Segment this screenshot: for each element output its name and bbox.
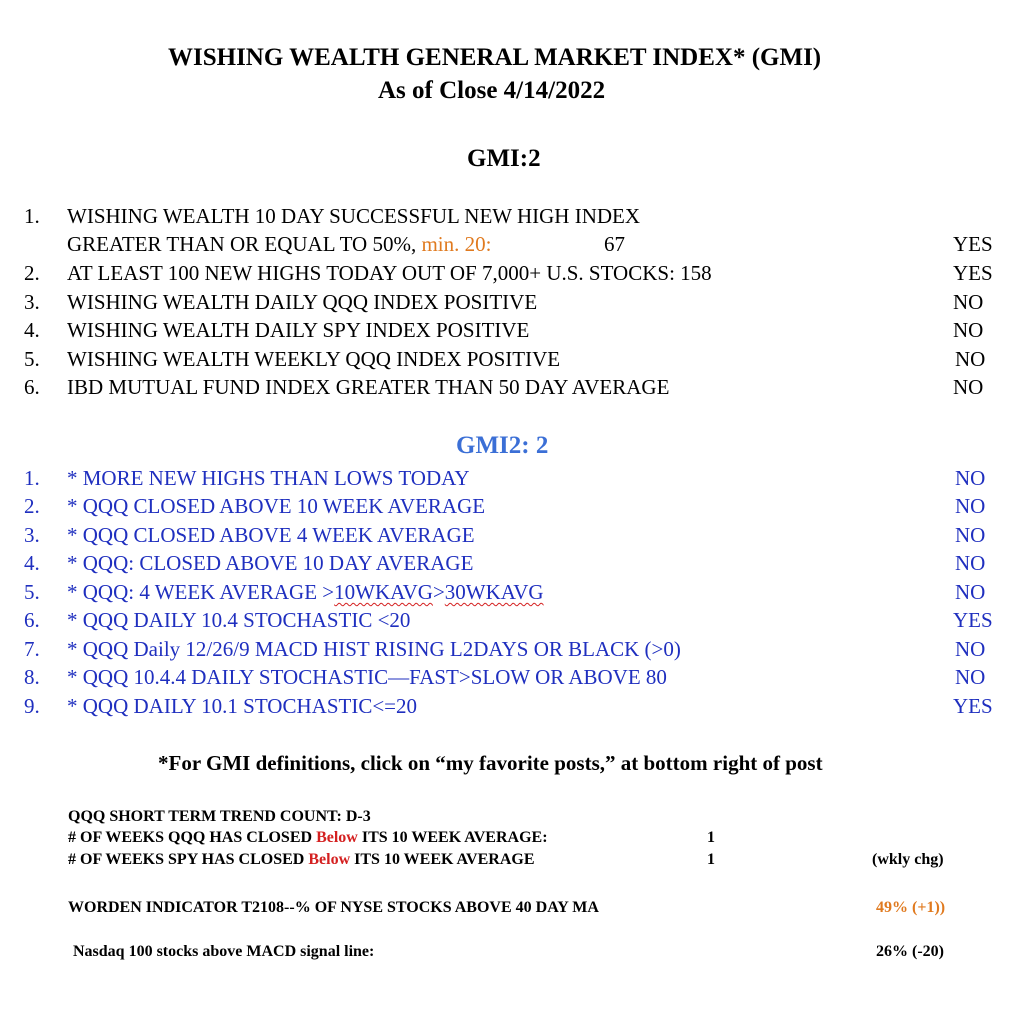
gmi2-item-7-text: * QQQ Daily 12/26/9 MACD HIST RISING L2DAYS OR BLACK (>0)	[67, 637, 681, 661]
gmi2-item-8-num: 8.	[24, 665, 40, 689]
gmi2-item-5-line	[67, 580, 544, 605]
gmi2-item-4-value: NO	[955, 551, 986, 575]
gmi-item-3-num: 3.	[24, 290, 40, 314]
qqq-below-word: Below	[316, 829, 358, 846]
gmi2-item-9-value: YES	[953, 694, 993, 718]
gmi2-item-6-value: YES	[953, 608, 993, 632]
gmi-item-2-text: AT LEAST 100 NEW HIGHS TODAY OUT OF 7,000+ U.S. STOCKS: 158	[67, 261, 712, 285]
gmi-item-1-text: WISHING WEALTH 10 DAY SUCCESSFUL NEW HIGH INDEX	[67, 204, 641, 228]
report-date: As of Close 4/14/2022	[378, 77, 606, 104]
gmi2-item-5-num: 5.	[24, 580, 40, 604]
worden-t2108-value: 49% (+1))	[876, 899, 946, 916]
gmi2-item-2-text: * QQQ CLOSED ABOVE 10 WEEK AVERAGE	[67, 494, 486, 518]
gmi2-item-3-value: NO	[955, 523, 986, 547]
gmi2-item-7-value: NO	[955, 637, 986, 661]
nasdaq-macd-value: 26% (-20)	[876, 943, 944, 960]
spy-weeks-value: 1	[707, 851, 715, 868]
gmi2-item-8-text: * QQQ 10.4.4 DAILY STOCHASTIC—FAST>SLOW OR ABOVE 80	[67, 665, 667, 689]
gmi-item-3-value: NO	[953, 290, 984, 314]
qqq-trend-count: QQQ SHORT TERM TREND COUNT: D-3	[68, 808, 371, 825]
gmi-item-6-value: NO	[953, 375, 984, 399]
qqq-weeks-value: 1	[707, 829, 715, 846]
spy-weeks-suffix: ITS 10 WEEK AVERAGE	[350, 851, 535, 868]
gmi-item-2-num: 2.	[24, 261, 40, 285]
gmi-item-4-num: 4.	[24, 318, 40, 342]
gmi2-item-5-sep: >	[432, 580, 445, 604]
gmi2-item-3-num: 3.	[24, 523, 40, 547]
spy-below-word: Below	[308, 851, 351, 868]
gmi2-item-9-text: * QQQ DAILY 10.1 STOCHASTIC<=20	[67, 694, 418, 718]
gmi-item-6-text: IBD MUTUAL FUND INDEX GREATER THAN 50 DAY AVERAGE	[67, 375, 670, 399]
gmi-definitions-note: *For GMI definitions, click on “my favorite posts,” at bottom right of post	[158, 751, 823, 775]
gmi2-item-4-num: 4.	[24, 551, 40, 575]
gmi2-item-8-value: NO	[955, 665, 986, 689]
gmi2-item-9-num: 9.	[24, 694, 40, 718]
gmi-item-6-num: 6.	[24, 375, 40, 399]
gmi-item-1-count: 67	[604, 232, 625, 256]
gmi-item-1-value: YES	[953, 232, 993, 256]
gmi2-item-2-value: NO	[955, 494, 986, 518]
spy-weeks-below	[68, 851, 535, 869]
report-title: WISHING WEALTH GENERAL MARKET INDEX* (GMI)	[168, 44, 822, 71]
gmi2-item-6-num: 6.	[24, 608, 40, 632]
qqq-weeks-suffix: ITS 10 WEEK AVERAGE:	[357, 829, 548, 846]
gmi-item-1-num: 1.	[24, 204, 40, 228]
gmi2-item-5-value: NO	[955, 580, 986, 604]
gmi-item-5-text: WISHING WEALTH WEEKLY QQQ INDEX POSITIVE	[67, 347, 561, 371]
gmi2-item-1-value: NO	[955, 466, 986, 490]
gmi2-item-5-10wkavg: 10WKAVG	[334, 580, 433, 604]
worden-t2108-label: WORDEN INDICATOR T2108--% OF NYSE STOCKS ABOVE 40 DAY MA	[68, 899, 599, 916]
gmi2-item-2-num: 2.	[24, 494, 40, 518]
gmi-item-1-criteria: GREATER THAN OR EQUAL TO 50%,	[67, 232, 417, 256]
gmi-item-1-line2	[67, 232, 491, 257]
gmi-item-1-min: min. 20:	[421, 232, 492, 256]
gmi-item-4-text: WISHING WEALTH DAILY SPY INDEX POSITIVE	[67, 318, 530, 342]
spy-weeks-prefix: # OF WEEKS SPY HAS CLOSED	[68, 851, 309, 868]
qqq-weeks-below	[68, 829, 548, 847]
gmi-item-2-value: YES	[953, 261, 993, 285]
nasdaq-macd-label: Nasdaq 100 stocks above MACD signal line:	[73, 943, 375, 960]
gmi2-item-6-text: * QQQ DAILY 10.4 STOCHASTIC <20	[67, 608, 411, 632]
gmi2-item-7-num: 7.	[24, 637, 40, 661]
gmi2-item-5-30wkavg: 30WKAVG	[444, 580, 544, 604]
gmi-item-4-value: NO	[953, 318, 984, 342]
gmi2-item-1-num: 1.	[24, 466, 40, 490]
gmi-heading: GMI:2	[467, 145, 541, 172]
gmi-item-3-text: WISHING WEALTH DAILY QQQ INDEX POSITIVE	[67, 290, 538, 314]
gmi2-item-1-text: * MORE NEW HIGHS THAN LOWS TODAY	[67, 466, 470, 490]
gmi2-item-3-text: * QQQ CLOSED ABOVE 4 WEEK AVERAGE	[67, 523, 475, 547]
gmi2-item-5-text: * QQQ: 4 WEEK AVERAGE >	[67, 580, 335, 604]
gmi-item-5-value: NO	[955, 347, 986, 371]
gmi2-heading: GMI2: 2	[456, 432, 549, 459]
gmi2-item-4-text: * QQQ: CLOSED ABOVE 10 DAY AVERAGE	[67, 551, 474, 575]
gmi-item-5-num: 5.	[24, 347, 40, 371]
weekly-change-label: (wkly chg)	[872, 851, 944, 868]
qqq-weeks-prefix: # OF WEEKS QQQ HAS CLOSED	[68, 829, 317, 846]
